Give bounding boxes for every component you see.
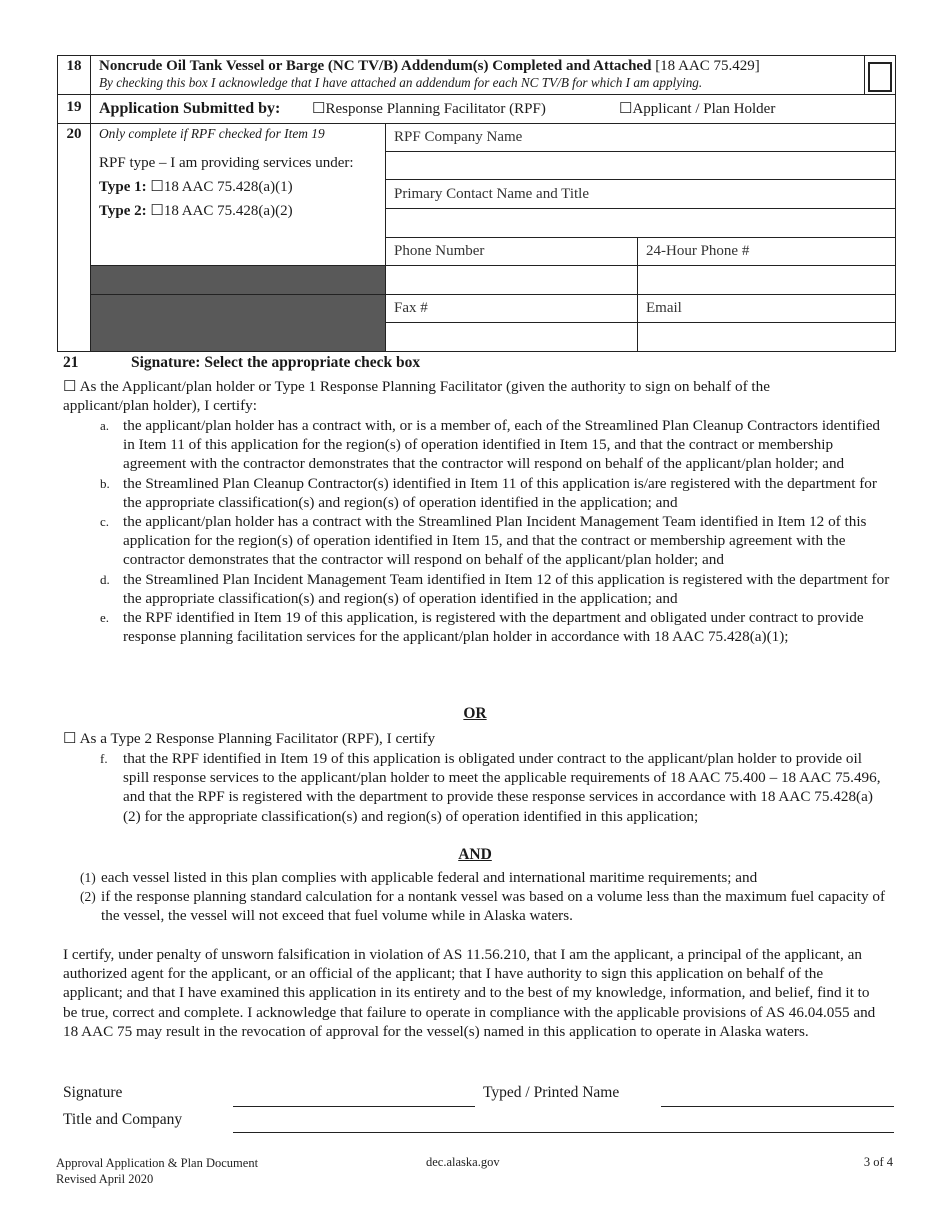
fax-field[interactable] xyxy=(386,323,638,352)
or-separator: OR xyxy=(463,705,487,722)
item-21-title: Signature: Select the appropriate check box xyxy=(131,354,421,371)
certification-statement: I certify, under penalty of unsworn falsification in violation of AS 11.56.210, that I am the applicant, a principal of the applicant, an authorized agent for the applicant, or an official of the applicant; that I have authority to sign this application on behalf of the applicant; and that I have examined this application in its entirety and to the best of my knowledge, information, and belief, find it to be true, correct and complete. I acknowledge that failure to operate in compliance with the applicable provisions of AS 46.04.055 and 18 AAC 75 may result in the revocation of approval for the vessel(s) named in this application to operate in Alaska waters. xyxy=(63,946,876,1040)
primary-contact-field[interactable] xyxy=(386,209,896,238)
printed-name-label: Typed / Printed Name xyxy=(483,1084,620,1101)
type-1-certify-line-1: ☐ As the Applicant/plan holder or Type 1 Response Planning Facilitator (given the authority to sign on behalf of the xyxy=(63,378,770,395)
footer-revised: Revised April 2020 xyxy=(56,1172,154,1186)
certification-items-a-e xyxy=(100,416,890,646)
item-19-cell xyxy=(91,95,896,124)
footer-page-number: 3 of 4 xyxy=(863,1155,893,1169)
phone-number-label: Phone Number xyxy=(386,238,638,266)
list-item: d. the Streamlined Plan Incident Management Team identified in Item 12 of this application is registered with the department for the appropriate classification(s) and region(s) of operation identified in the application; and xyxy=(100,570,890,607)
list-item: (2) if the response planning standard calculation for a nontank vessel was based on a volume less than the maximum fuel capacity of the vessel, the vessel will not exceed that fuel volume while in Alaska waters. xyxy=(80,888,886,925)
item-21-number: 21 xyxy=(63,354,79,371)
item-20-number: 20 xyxy=(58,124,91,352)
phone-number-field[interactable] xyxy=(386,266,638,295)
footer-left xyxy=(56,1155,258,1187)
title-company-line[interactable] xyxy=(233,1132,894,1133)
type-1-option[interactable]: ☐18 AAC 75.428(a)(1) xyxy=(150,179,293,195)
option-rpf[interactable]: ☐Response Planning Facilitator (RPF) xyxy=(312,101,546,117)
type-2-certify-option[interactable]: ☐ As a Type 2 Response Planning Facilitator (RPF), I certify xyxy=(63,730,436,747)
rpf-type-heading: RPF type – I am providing services under: xyxy=(99,155,354,171)
list-item: e. the RPF identified in Item 19 of this application, is registered with the department and obligated under contract to provide response planning facilitation services for the applicant/plan holder in accordance with 18 AAC 75.428(a)(1); xyxy=(100,609,864,646)
shaded-cell xyxy=(91,295,386,352)
type-2-label: Type 2: xyxy=(99,203,147,219)
phone-24-hour-label: 24-Hour Phone # xyxy=(638,238,896,266)
and-separator: AND xyxy=(458,846,492,863)
primary-contact-label: Primary Contact Name and Title xyxy=(386,180,896,209)
certification-item-f xyxy=(100,749,890,826)
footer-doc-title: Approval Application & Plan Document xyxy=(56,1156,259,1170)
email-field[interactable] xyxy=(638,323,896,352)
application-form-table xyxy=(57,55,896,352)
item-18-checkbox-cell[interactable] xyxy=(864,56,895,94)
list-item: a. the applicant/plan holder has a contract with, or is a member of, each of the Streamlined Plan Cleanup Contractors identified in Item 11 of this application for the region(s) of operation identified in Item 15, and that the contract or membership agreement with the contractor demonstrates that the contractor will respond on behalf of the applicant/plan holder; and xyxy=(100,417,881,473)
numbered-requirements xyxy=(80,868,890,926)
phone-24-hour-field[interactable] xyxy=(638,266,896,295)
type-2-option[interactable]: ☐18 AAC 75.428(a)(2) xyxy=(150,203,293,219)
item-18-number: 18 xyxy=(58,56,91,95)
printed-name-line[interactable] xyxy=(661,1106,894,1107)
signature-line[interactable] xyxy=(233,1106,475,1107)
item-18-note: By checking this box I acknowledge that I have attached an addendum for each NC TV/B for which I am applying. xyxy=(99,75,703,90)
fax-label: Fax # xyxy=(386,295,638,323)
title-company-label: Title and Company xyxy=(63,1111,183,1128)
list-item: (1) each vessel listed in this plan complies with applicable federal and international maritime requirements; and xyxy=(80,869,758,886)
rpf-company-name-field[interactable] xyxy=(386,152,896,180)
item-19-number: 19 xyxy=(58,95,91,124)
item-19-label: Application Submitted by: xyxy=(99,100,281,117)
list-item: f. that the RPF identified in Item 19 of this application is obligated under contract to the applicant/plan holder to provide oil spill response services to the applicant/plan holder to meet the applicable requirements of 18 AAC 75.400 – 18 AAC 75.496, and that the RPF is registered with the department to provide these response services in accordance with 18 AAC 75.428(a)(2) for the appropriate classification(s) and region(s) of operation identified in this application; xyxy=(100,750,881,825)
type-1-label: Type 1: xyxy=(99,179,147,195)
item-18-citation: [18 AAC 75.429] xyxy=(655,58,760,74)
item-20-note: Only complete if RPF checked for Item 19 xyxy=(99,126,325,141)
shaded-cell xyxy=(91,266,386,295)
type-1-certify-option[interactable] xyxy=(63,377,903,415)
item-18-cell xyxy=(91,56,896,95)
list-item: c. the applicant/plan holder has a contract with the Streamlined Plan Incident Management Team identified in Item 12 of this application for the region(s) of operation identified in Item 15, and that the contract or membership agreement with the contractor demonstrates that the contractor will respond on behalf of the applicant/plan holder; and xyxy=(100,513,867,569)
option-applicant-plan-holder[interactable]: ☐Applicant / Plan Holder xyxy=(619,101,776,117)
item-18-checkbox[interactable] xyxy=(868,62,892,92)
item-18-title: Noncrude Oil Tank Vessel or Barge (NC TV/B) Addendum(s) Completed and Attached xyxy=(99,58,652,74)
rpf-company-name-label: RPF Company Name xyxy=(386,124,896,152)
item-20-rpf-type-cell xyxy=(91,124,386,266)
type-1-certify-line-2: applicant/plan holder), I certify: xyxy=(63,397,257,415)
signature-label: Signature xyxy=(63,1084,123,1101)
list-item: b. the Streamlined Plan Cleanup Contractor(s) identified in Item 11 of this application is/are registered with the department for the appropriate classification(s) and region(s) of operation identified in the application; and xyxy=(100,474,877,511)
email-label: Email xyxy=(638,295,896,323)
footer-website: dec.alaska.gov xyxy=(426,1155,500,1169)
